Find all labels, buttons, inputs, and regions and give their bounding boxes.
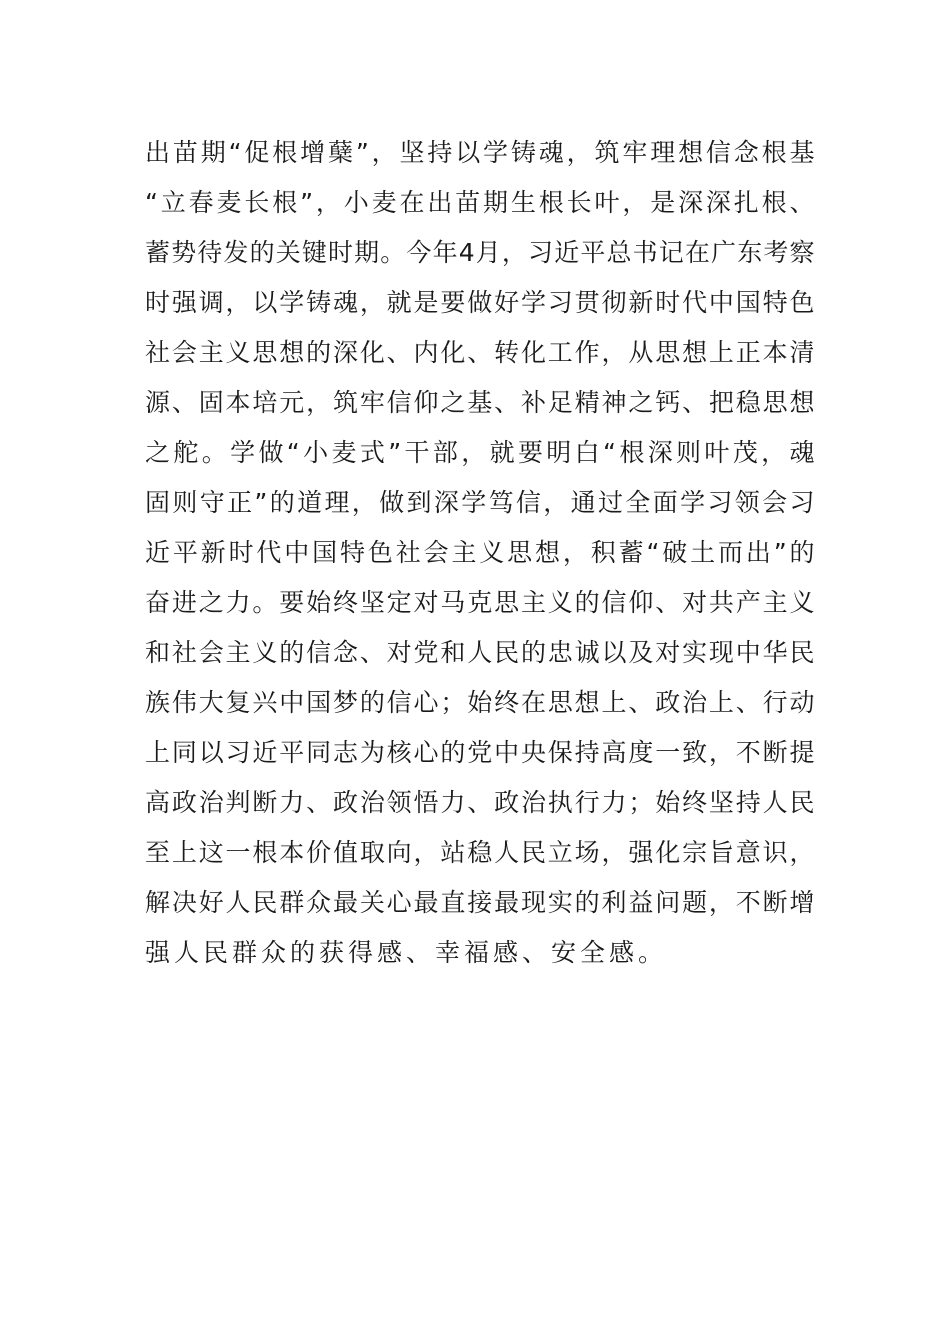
paragraph-line: 社会主义思想的深化、内化、转化工作，从思想上正本清 <box>145 338 815 367</box>
paragraph-line: “立春麦长根”，小麦在出苗期生根长叶，是深深扎根、 <box>145 188 815 217</box>
paragraph-line: 时强调，以学铸魂，就是要做好学习贯彻新时代中国特色 <box>145 288 815 317</box>
paragraph-line: 源、固本培元，筑牢信仰之基、补足精神之钙、把稳思想 <box>145 388 815 417</box>
paragraph-line: 至上这一根本价值取向，站稳人民立场，强化宗旨意识， <box>145 838 815 867</box>
paragraph-line: 高政治判断力、政治领悟力、政治执行力；始终坚持人民 <box>145 788 815 817</box>
paragraph-line: 蓄势待发的关键时期。今年4月，习近平总书记在广东考察 <box>145 238 815 267</box>
body-paragraph <box>145 128 815 978</box>
paragraph-line: 上同以习近平同志为核心的党中央保持高度一致，不断提 <box>145 738 815 767</box>
paragraph-line: 族伟大复兴中国梦的信心；始终在思想上、政治上、行动 <box>145 688 815 717</box>
paragraph-line: 强人民群众的获得感、幸福感、安全感。 <box>145 938 668 967</box>
paragraph-line: 奋进之力。要始终坚定对马克思主义的信仰、对共产主义 <box>145 588 815 617</box>
paragraph-line: 出苗期“促根增蘖”，坚持以学铸魂，筑牢理想信念根基 <box>145 138 815 167</box>
paragraph-line: 近平新时代中国特色社会主义思想，积蓄“破土而出”的 <box>145 538 815 567</box>
paragraph-line: 和社会主义的信念、对党和人民的忠诚以及对实现中华民 <box>145 638 815 667</box>
paragraph-line: 解决好人民群众最关心最直接最现实的利益问题，不断增 <box>145 888 815 917</box>
paragraph-line: 之舵。学做“小麦式”干部，就要明白“根深则叶茂，魂 <box>145 438 815 467</box>
paragraph-line: 固则守正”的道理，做到深学笃信，通过全面学习领会习 <box>145 488 815 517</box>
